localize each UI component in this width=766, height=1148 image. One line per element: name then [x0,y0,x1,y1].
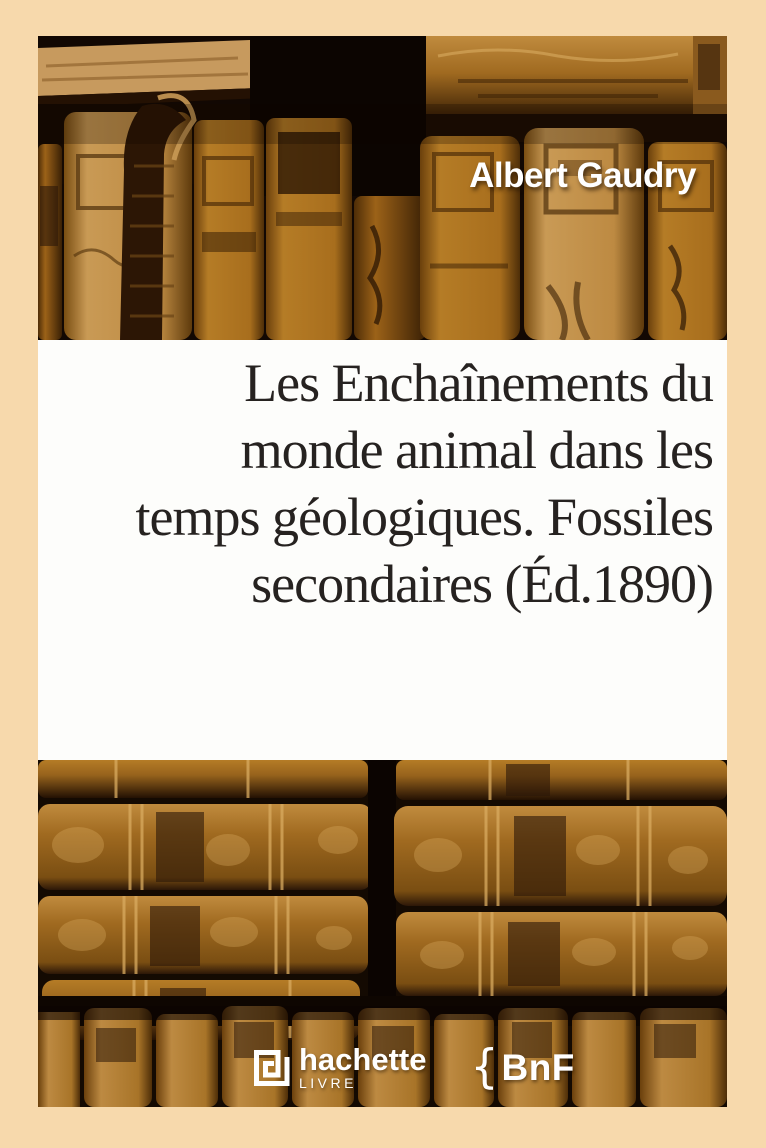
hachette-livre-logo [252,1041,427,1091]
title-band [38,340,727,760]
bnf-logo [470,1040,575,1095]
cover-photo-frame [38,36,727,1107]
author-name: Albert Gaudry [469,156,696,195]
hachette-logo-icon [252,1048,292,1088]
book-title [38,350,713,618]
title-line-2: monde animal dans les [240,420,713,480]
hachette-logo-text [299,1041,427,1091]
hachette-wordmark: hachette [299,1041,427,1077]
bnf-wordmark: BnF [501,1047,575,1088]
title-line-1: Les Enchaînements du [244,353,713,413]
title-line-4: secondaires (Éd.1890) [251,554,713,614]
title-line-3: temps géologiques. Fossiles [135,487,713,547]
publisher-logos [252,1040,575,1095]
hachette-livre-label: LIVRE [299,1074,357,1091]
bnf-brace-icon: { [470,1040,499,1095]
